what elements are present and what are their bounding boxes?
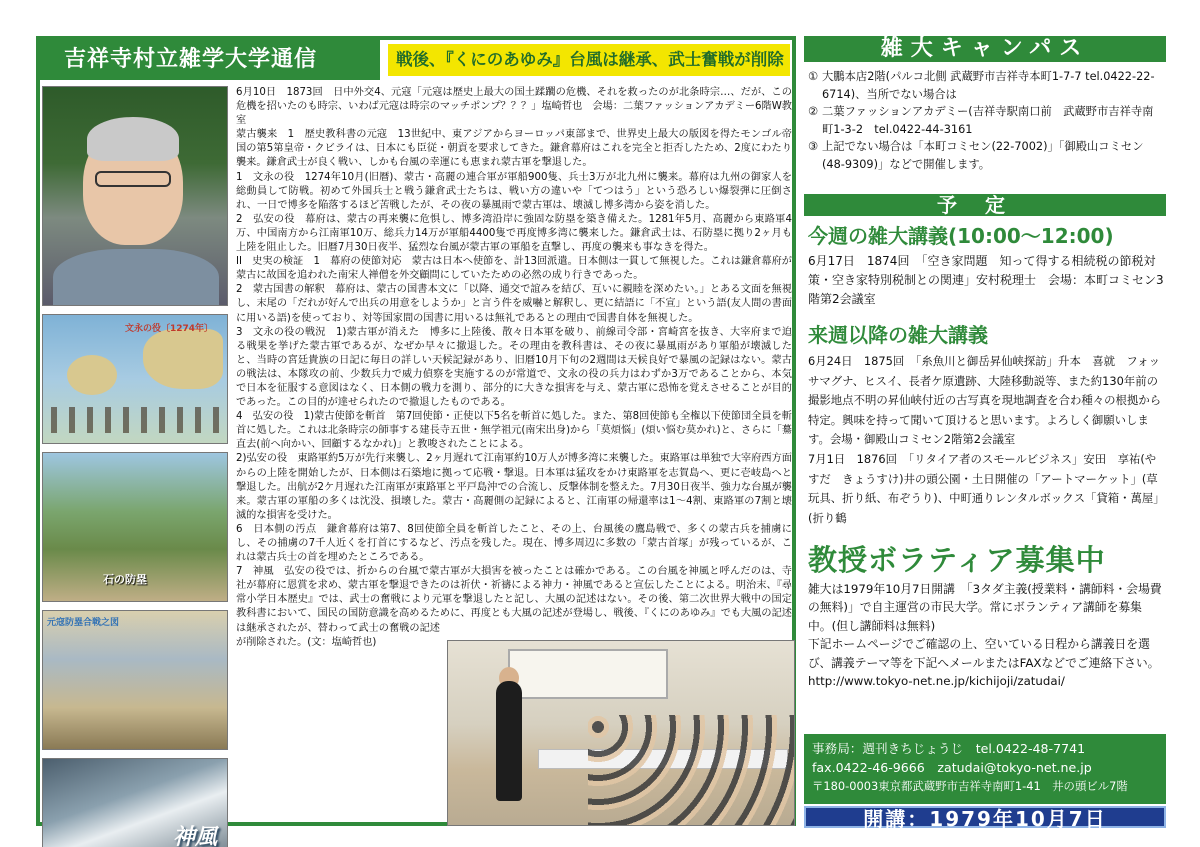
this-week-title: 今週の雑大講義(10:00～12:00): [808, 224, 1114, 248]
homepage-url[interactable]: http://www.tokyo-net.ne.jp/kichijoji/zatudai/: [808, 674, 1065, 689]
article-paragraph: 4 弘安の役 1)蒙古使節を斬首 第7回使節・正使以下5名を斬首に処した。また、第8回使節も全権以下使節団全員を斬首に処した。これは北条時宗の師事する建長寺五世・無学祖元(南宋出身)から「莫煩悩」(煩い悩む莫かれ)と、さらに「驀直去(前へ向かい、回顧するなかれ)」と教唆されたことによる。: [236, 411, 792, 451]
campus-item-number: ③: [808, 140, 819, 154]
map-ships-shape: [51, 407, 221, 433]
kamikaze-painting-photo: [42, 758, 228, 847]
newsletter-title: 吉祥寺村立雑学大学通信: [40, 40, 380, 80]
campus-item-number: ②: [808, 105, 819, 119]
campus-item-text: 大鵬本店2階(パルコ北側 武蔵野市吉祥寺本町1-7-7 tel.0422-22-6714)、当所でない場合は: [822, 70, 1155, 101]
this-week-lecture: 6月17日 1874回 「空き家問題 知って得する相続税の節税対策・空き家特別税制との関連」安村税理士 会場：本町コミセン3階第2会議室: [808, 254, 1164, 306]
schedule-heading: 予定: [804, 194, 1166, 216]
article-paragraph: 2 弘安の役 幕府は、蒙古の再来襲に危惧し、博多湾沿岸に強固な防塁を築き備えた。1281年5月、高麗から東路軍4万、中国南方から江南軍10万、総兵力14万が軍船4400隻で再度博多湾に襲来した。鎌倉武士は、石防塁に拠り2ヶ月も上陸を阻止した。旧暦7月30日夜半、猛烈な台風が蒙古軍の軍船を直撃し、再度の襲来も事なきを得た。: [236, 213, 792, 254]
campus-list: [808, 68, 1164, 174]
campus-item-text: 二葉ファッションアカデミー(吉祥寺駅南口前 武蔵野市吉祥寺南町1-3-2 tel.0422-44-3161: [822, 105, 1154, 136]
battle-label: 元寇防塁合戦之図: [47, 618, 120, 628]
article-paragraph: 2)弘安の役 東路軍約5万が先行来襲し、2ヶ月遅れて江南軍約10万人が博多湾に来襲した。東路軍は単独で大宰府西方面からの上陸を開始したが、日本側は石築地に拠って応戦・撃退。日本軍は猛攻をかけ東路軍を志賀島へ、更に壱岐島へと撃退した。出航が2ケ月遅れた江南軍が東路軍と平戸島沖での合流し、反撃体制を整えた。7月30日夜半、強力な台風が襲来。蒙古軍の軍船の多くは沈没、損壊した。蒙古・高麗側の記録によると、江南軍の帰還率は1～4割、東路軍の7割と壊滅的な損害を受けた。: [236, 453, 792, 521]
map-land-shape: [143, 329, 223, 389]
upcoming-title: 来週以降の雑大講義: [808, 323, 988, 347]
upcoming-lecture: 6月24日 1875回 「糸魚川と御岳昇仙峡探訪」升本 喜就 フォッサマグナ、ヒスイ、長者ケ原遺跡、大陸移動説等、また約130年前の撮影地点不明の昇仙峡付近の古写真を現地調査を合わ種々の根拠から特定。興味を持って聞いて頂けると思います。よろしく御願いします。会場・御殿山コミセン2階第2会議室: [808, 354, 1162, 447]
photo-whiteboard-shape: [508, 649, 668, 699]
article-paragraph: 7 神風 弘安の役では、折からの台風で蒙古軍が大損害を被ったことは確かである。この台風を神風と呼んだのは、寺社が幕府に恩賞を求め、蒙古軍を撃退できたのは祈伏・祈禱による神力・神風であると宣伝したことによる。明治末、『尋常小学日本歴史』では、武士の奮戦により元軍を撃退したと記し、大風の記述はない。その後、第二次世界大戦中の国定教科書において、国民の国防意識を高めるために、再度とも大風の記述が登場し、戦後、『くにのあゆみ』でも大風の記述は継承されたが、替わって武士の奮戦の記述が削除された。(文：塩崎哲也): [236, 566, 792, 648]
bunei-invasion-map-photo: [42, 314, 228, 444]
office-address: 〒180-0003東京都武蔵野市吉祥寺南町1-41 井の頭ビル7階: [812, 779, 1128, 793]
article-headline: 戦後、『くにのあゆみ』台風は継承、武士奮戦が削除: [388, 44, 790, 76]
article-paragraph: 蒙古襲来 1 歴史教科書の元寇 13世紀中、東アジアからヨーロッパ東部まで、世界史上最大の版図を得たモンゴル帝国の第5第皇帝・クビライは、日本にも臣従・朝貢を要求してきた。鎌倉幕府はこれを完全と拒否したため、2度にわたり襲来。鎌倉武士が良く戦い、しかも台風の幸運にも恵まれ蒙古軍を撃退した。: [236, 129, 792, 169]
campus-heading: 雑大キャンパス: [804, 36, 1166, 62]
recruit-paragraph: 下記ホームページでご確認の上、空いている日程から講義日を選び、講義テーマ等を下記へメールまたはFAXなどでご連絡下さい。: [808, 637, 1160, 670]
photo-hair-shape: [87, 117, 179, 161]
photo-audience-shape: [588, 715, 794, 825]
contact-box: [804, 734, 1166, 804]
article-paragraph: 1 文永の役 1274年10月(旧暦)、蒙古・高麗の連合軍が軍船900隻、兵士3万が北九州に襲来。幕府は九州の御家人を総動員して防戦。初めて外国兵士と戦う鎌倉武士たちは、戦い方の違いや「てつはう」という恐ろしい爆裂弾に圧倒され、一日で博多を陥落するほど苦戦したが、その夜の暴風雨で蒙古軍は、壊滅し博多湾から姿を消した。: [236, 171, 792, 211]
photo-glasses-shape: [95, 171, 171, 187]
article-paragraph: 6月10日 1873回 日中外交4、元寇「元寇は歴史上最大の国土蹂躙の危機、それを救ったのが北条時宗…、だが、この危機を招いたのも時宗、いわば元寇は時宗のマッチポンプ？？？」塩崎哲也 会場：二葉ファッションアカデミー6階W教室: [236, 87, 792, 127]
kamikaze-label: 神風: [172, 824, 217, 847]
photo-strip: [42, 82, 232, 847]
campus-item-text: 上記でない場合は「本町コミセン(22-7002)」「御殿山コミセン(48-9309)」などで開催します。: [822, 140, 1144, 171]
office-phone: 事務局：週刊きちじょうじ tel.0422-48-7741: [812, 741, 1086, 756]
fax-email: fax.0422-46-9666 zatudai@tokyo-net.ne.jp: [812, 760, 1092, 775]
article-paragraph: 2 蒙古国書の解釈 幕府は、蒙古の国書本文に「以降、通交で誼みを結び、互いに親睦を深めたい。」とある文面を無視し、末尾の「だれが好んで出兵の用意をしようか」と言う件を威嚇と解釈し、更に結語に「不宣」という語(友人間の書面に用いる語)を使っており、対等国家間の国書に用いるは無礼であるとの理由で国書自体を無視した。: [236, 284, 792, 324]
map-land-shape: [67, 355, 117, 395]
volunteer-recruit-title: 教授ボラティア募集中: [808, 543, 1106, 577]
battle-painting-photo: [42, 610, 228, 750]
upcoming-lectures: [808, 352, 1164, 528]
upcoming-lecture: 7月1日 1876回 「リタイア者のスモールビジネス」安田 享祐(やすだ きょうすけ)井の頭公園・土日開催の「アートマーケット」(草玩具、折り紙、布ぞうり)、中町通りレンタルボックス「貸箱・萬屋」(折り鶴: [808, 451, 1160, 525]
recruit-paragraph: 雑大は1979年10月7日開講 「3タダ主義(授業料・講師料・会場費の無料)」で自主運営の市民大学。常にボランティア講師を募集中。(但し講師料は無料): [808, 582, 1162, 633]
article-panel: [36, 36, 796, 847]
map-label: 文永の役〔1274年〕: [125, 324, 214, 334]
article-paragraph: 3 文永の役の戦況 1)蒙古軍が消えた 博多に上陸後、散々日本軍を破り、前線司令部・宮崎宮を抜き、大宰府まで迫る戦果を挙げた蒙古軍であるが、なぜか早々に撤退した。その理由を教科書は、その夜に暴風雨があり軍船が壊滅したと、当時の宮廷貴族の日記に毎日の詳しい天候記録があり、旧暦10月下旬の2週間は天候良好で暴風の記録はない。蒙古の戦法は、本隊攻の前、少数兵力で威力偵察を実施するのが常道で、文永の役の兵力はわずか3万であることから、本気で日本を征服する意図はなく、日本側の戦力を測り、部分的に大きな損害を与え、蒙古軍に恐怖を覚えさせることが目的であった。この目的が達せられたので撤退したものである。: [236, 326, 792, 409]
opening-date-banner: 開講：1979年10月7日: [804, 806, 1166, 828]
campus-item: [808, 103, 1164, 138]
campus-item: [808, 138, 1164, 173]
article-paragraph: II 史実の検証 1 幕府の使節対応 蒙古は日本へ使節を、計13回派遣。日本側は一貫して無視した。これは鎌倉幕府が蒙古に故国を追われた南宋人禅僧を外交顧問にしていたための必然の成り行きであった。: [236, 256, 792, 282]
stone-wall-photo: [42, 452, 228, 602]
lecturer-portrait-photo: [42, 86, 228, 306]
newsletter-page: [36, 36, 1166, 847]
lecture-classroom-photo: [447, 640, 795, 826]
article-paragraph: 6 日本側の汚点 鎌倉幕府は第7、8回使節全員を斬首したこと、その上、台風後の鷹島戦で、多くの蒙古兵を捕虜にし、その捕虜の7千人近くを打首にするなど、汚点を残した。現在、博多周辺に多数の「蒙古首塚」が残っているが、これは蒙古兵士の首を埋めたところである。: [236, 523, 792, 564]
sidebar: [804, 36, 1166, 831]
campus-item-number: ①: [808, 70, 819, 83]
wall-caption: 石の防塁: [103, 573, 147, 586]
photo-speaker-shape: [496, 681, 522, 801]
volunteer-recruit-body: [808, 580, 1164, 690]
campus-item: [808, 68, 1164, 103]
photo-shirt-shape: [53, 249, 219, 306]
